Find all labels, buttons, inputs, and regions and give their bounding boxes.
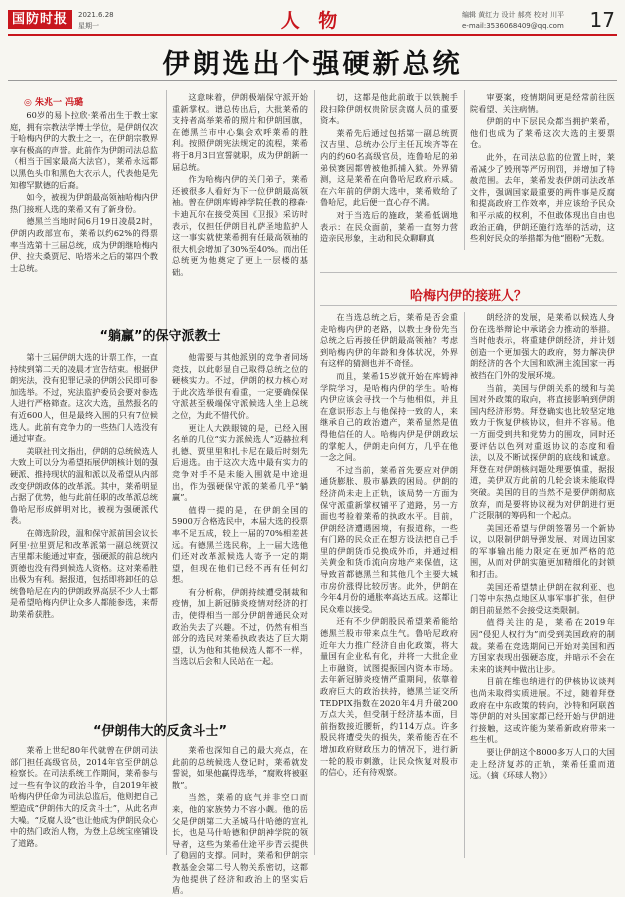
- subheading: 哈梅内伊的接班人？: [409, 289, 527, 304]
- paragraph: 这意味着，伊朗极端保守派开始重新掌权。谱总传出后，大批莱希的支持者高举莱希的照片和伊朗国旗，在德黑兰市中心集会欢呼莱希的胜利。按照伊朗宪法规定的流程，莱希将于8月3日宣誓就职，成为伊朗新一届总统。: [172, 92, 308, 172]
- paragraph: 值得一提的是，在伊朗全国的5900万合格选民中，本届大选的投票率不足五成，较上一届的70%相差甚远。有德黑兰选民称，上一届大选他们还对改革派候选人寄予一定的期望，但现在他们已经不再有任何幻想。: [172, 504, 308, 585]
- paragraph: 莱希上世纪80年代就曾在伊朗司法部门担任高级官员，2014年官至伊朗总检察长。在司法系统工作期间，莱希参与过一些有争议的政治斗争，自2019年被哈梅内伊任命为司法总监后，他则把自己塑造成“伊朗伟大的反贪斗士”，从此名声大噪。“反腐人设”也让他成为伊朗民众心中的热门政治人物，为登上总统宝座铺设了道路。: [10, 745, 158, 848]
- page-number: 17: [589, 8, 615, 32]
- paragraph: 60岁的易卜拉欣·莱希出生于教士家庭，拥有宗教法学博士学位，是伊朗仅次于哈梅内伊的大教士之一，在伊朗宗教界享有极高的声誉。此前作为伊朗司法总监（相当于国家最高大法官），莱希永远都以黑色头巾和黑色大衣示人，代表他是先知穆罕默德的后裔。: [10, 110, 158, 190]
- paragraph: 切，这都是他此前敢于以铁腕手段扫除伊朗权贵阶层贪腐人员的重要资本。: [320, 92, 458, 126]
- section-title: 人 物: [280, 10, 344, 32]
- paragraph: 值得关注的是，莱希在2019年因“侵犯人权行为”而受到美国政府的制裁。莱希在竞选期间已开始对美国和西方国家表现出强硬态度，并暗示不会在未来的谈判中做出让步。: [470, 617, 615, 674]
- article-byline: ◎ 朱兆一 冯璐: [24, 98, 84, 108]
- paragraph: 莱希先后通过包括第一副总统贾汉吉里、总统办公厅主任瓦埃齐等在内的约60名高级官员，连鲁哈尼的弟弟侯赛因都曾被他抓捕入狱。外界猜测，这是莱希在向鲁哈尼政府示威。在六年前的伊朗大选中，莱希败给了鲁哈尼，此后便一直心存不满。: [320, 127, 458, 208]
- masthead-rule: [8, 34, 617, 36]
- paragraph: 第十三届伊朗大选的计票工作，一直持续到第二天的凌晨才宣告结束。根据伊朗宪法，没有犯罪记录的伊朗公民即可参加选举。不过，宪法监护委员会要对参选人进行严格筛查。这次大选，虽然报名的有近600人，但是最终入围的只有7位候选人。此前有竞争力的一些热门人选没有通过审查。: [10, 352, 158, 444]
- issue-weekday: 星期一: [78, 22, 99, 30]
- section-rule: [320, 305, 617, 306]
- editor-email: e-mail:3536068409@qq.com: [462, 22, 564, 30]
- paragraph: 在当选总统之后，莱希是否会重走哈梅内伊的老路，以教士身份先当总统之后再接任伊朗最高领袖？考虑到哈梅内伊的年龄和身体状况，外界有这样的猜测也并不奇怪。: [320, 312, 458, 369]
- issue-date: 2021.6.28: [78, 11, 114, 19]
- paragraph: 而且，莱希15岁就开始在库姆神学院学习，是哈梅内伊的学生。哈梅内伊应该会寻找一个与他相似，并且在意识形态上与他保持一致的人，来继承自己的政治遗产，莱希显然是值得他信任的人。哈梅内伊是伊朗政坛的掌舵人，伊朗走向何方，几乎在他一念之间。: [320, 370, 458, 463]
- column-1-bottom: [10, 745, 158, 857]
- column-divider: [166, 90, 167, 855]
- column-2-top: [172, 92, 308, 316]
- paragraph: 如今，被视为伊朗最高领袖哈梅内伊热门接班人选的莱希又有了新身份。: [10, 192, 158, 214]
- paragraph: 此外，在司法总监的位置上时，莱希减少了毁刑等严厉刑罚，并增加了特赦范围。去年，莱希发表伊朗司法改革文件，强调国家最重要的两件事是反腐和提高政府工作效率，并应该给予民众和平示威的权利，不但敢体现出自由也政治正确，伊朗还施行选举的活动，这些利好民众的举措都为他“圈粉”无数。: [470, 151, 615, 244]
- paragraph: 更让人大跌眼镜的是，已经入围名单的几位“实力派候选人”迈赫拉利扎德、贾里里和扎卡尼在最后时刻先后退选。由于这次大选中最有实力的竞争对手不是未能入围就是中途退出，作为强硬保守派的莱希几乎“躺赢”。: [172, 422, 308, 503]
- column-divider: [314, 90, 315, 855]
- paragraph: 美国还希望与伊朗签署另一个新协议，以限制伊朗导弹发展、对周边国家的军事输出能力限定在更加严格的范围，从而对伊朗实施更加精细化的封锁和打击。: [470, 522, 615, 580]
- editor-credits: 编辑 黄红力 设计 郝亮 校对 川平: [462, 11, 565, 19]
- paragraph: 美联社刊文指出，伊朗的总统候选人大致上可以分为希望拓展伊朗核计划的强硬派、推持现状的温和派以及希望从内部改变伊朗政体的改革派。其中，莱希明显占据了优势，他与此前任职的改革派总统鲁哈尼形成鲜明对比，被视为强硬派代表。: [10, 445, 158, 526]
- paragraph: 当然，莱希的底气并非空口而来，他的家族势力不容小觑。他的岳父是伊朗第二大圣城马什哈德的宣礼长，也是马什哈德和伊朗神学院的领导者，这些为莱希仕途平步青云提供了稳固的支撑。同时，莱希和伊朗宗教基金会第二号人物关系密切，这都为他提供了经济和政治上的坚实后盾。: [172, 792, 308, 896]
- paragraph: 他需要与其他派别的竞争者同场竞技，以此彰显自己取得总统之位的硬核实力。不过，伊朗的权力核心对于此次选举很有看重，一定要确保保守派甚至极端保守派候选人坐上总统之位，为此不惜代价。: [172, 352, 308, 420]
- subheading: “躺赢”的保守派教士: [99, 329, 221, 344]
- paragraph: 不过当前，莱希首先要应对伊朗通货膨胀、股市暴跌的困局。伊朗的经济尚未走上正轨，该局势一方面为保守派重新掌权铺平了道路，另一方面也考验着莱希的执政水平。目前，伊朗经济遭遇困境，有报道称，一些有门路的民众正在想方设法把自己手里的伊朗货币兑换成外币，并通过相关黄金和货币流向房地产来保值，这导致首都德黑兰和其他几个主要大城市房价涨得比较厉害。此外，伊朗在今年4月份的通胀率高达五成。这都让民众难以接受。: [320, 464, 458, 614]
- paragraph: 美国还希望禁止伊朗在叙利亚、也门等中东热点地区从事军事扩张，但伊朗目前显然不会接受这类限制。: [470, 581, 615, 615]
- paragraph: 当前，美国与伊朗关系的缓和与美国对外政策的取向，将直接影响到伊朗国内经济形势。拜登确实也比较坚定地致力于恢复伊核协议，但并不容易。他一方面受到共和党势力的围攻，同时还要评估以色列对重返协议的态度和看法，以及不断试探伊朗的底线和诚意。拜登在对伊朗核问题处理要慎重，据报道，美伊双方此前的几轮会谈未能取得突破。美国的目的当然不是要伊朗彻底放弃，而是要将协议视为对伊朗进行更广泛限制的筹码和一个起点。: [470, 382, 615, 521]
- column-divider: [464, 90, 465, 250]
- paragraph: 作为哈梅内伊的关门弟子，莱希还被很多人看好为下一位伊朗最高领袖。曾在伊朗库姆神学院任教的穆森·卡迪瓦尔在接受英国《卫报》采访时表示，仅担任伊朗目礼萨圣地监护人这一事实就使莱希拥有任最高领袖的很大机会增加了30%至40%。而出任总统更为他奠定了更上一层楼的基础。: [172, 174, 308, 277]
- section-rule: [320, 272, 617, 273]
- column-2-bottom: [172, 745, 308, 896]
- column-1-top: [10, 110, 158, 308]
- paragraph: 朗经济的发展，是莱希以候选人身份在选举辩论中承诺会力推动的举措。当时他表示，将重建伊朗经济，并计划创造一个更加强大的政府，努力解决伊朗经济的各个大国和欧洲主流国家一再被挡在门外的发展环境。: [470, 312, 615, 380]
- paragraph: 德黑兰当地时间6月19日凌晨2时，伊朗内政部宣布，莱希以约62%的得票率当选第十三届总统，成为伊朗继哈梅内伊、拉夫桑贾尼、哈塔米之后的第四个教士总统。: [10, 216, 158, 273]
- paragraph: 伊朗的中下层民众都当拥护莱希，他们也成为了莱希这次大选的主要票仓。: [470, 116, 615, 150]
- column-3-mid: [320, 312, 458, 858]
- subheading: “伊朗伟大的反贪斗士”: [92, 724, 228, 739]
- paragraph: 在筛选阶段，温和保守派前国会议长阿里·拉里贾尼和改革派第一副总统贾汉吉里都未能通过审查，强硬派的前总统内贾德也没有得到候选人资格。这对莱希胜出极为有利。据报道，包括即将卸任的总统鲁哈尼在内的伊朗政界高层不少人士都是希望哈梅内伊让众多人都能参选，来帮助莱希获胜。: [10, 527, 158, 620]
- paragraph: 目前在维也纳进行的伊核协议谈判也尚未取得实质进展。不过，随着拜登政府在中东政策的转向，沙特和阿联酋等伊朗的对头国家都已经开始与伊朗进行接触，这或许能为莱希新政府带来一些生机。: [470, 676, 615, 745]
- column-4-mid: [470, 312, 615, 858]
- paragraph: 莱希也深知自己的最大亮点，在此前的总统候选人登记时，莱希就发誓说，如果他赢得选举，“腐败将被驱散”。: [172, 745, 308, 790]
- paragraph: 对于当选后的施政，莱希低调地表示：在民众面前，莱希一直努力营造亲民形象，主动和民众聊聊真: [320, 209, 458, 244]
- column-1-mid: [10, 352, 158, 714]
- column-divider: [464, 312, 465, 858]
- column-3-top: [320, 92, 458, 272]
- headline-rule: [8, 80, 617, 81]
- paragraph: 要让伊朗这个8000多万人口的大国走上经济复苏的正轨，莱希任重而道远。（摘《环球人物》）: [470, 746, 615, 781]
- paragraph: 还有不少伊朗股民希望莱希能给德黑兰股市带来点生气。鲁哈尼政府近年大力推广经济自由化政策，将大量国有企业私有化，并将一大批企业上市融资，试图提振国内资本市场。去年新冠肺炎疫情严重期间，依靠着政府巨大的政治扶持，德黑兰证交所TEDPIX指数在2020年4月升破200万点大关，但受制于经济基本面，目前指数接近腰斩，约114万点。许多股民将遭受失的损失，莱希能否在不增加政府财政压力的情况下，进行新一轮的股市刺激，让民众恢复对股市的信心，还有待观察。: [320, 616, 458, 778]
- article-headline: 伊朗选出个强硬新总统: [162, 49, 463, 80]
- paragraph: 有分析称，伊朗持续遭受制裁和疫情，加上新冠肺炎疫情对经济的打击，使得相当一部分伊朗普通民众对政治失去了兴趣。不过，仍然有相当部分的选民对莱希执政表达了巨大期望，认为他和其他候选人都不一样，当选以后会和人民站在一起。: [172, 586, 308, 667]
- column-4-top: [470, 92, 615, 272]
- paragraph: 审要案，疫情期间更是经常前往医院看望、关注病情。: [470, 92, 615, 114]
- column-2-mid: [172, 352, 308, 714]
- newspaper-logo: 国防时报: [8, 10, 72, 29]
